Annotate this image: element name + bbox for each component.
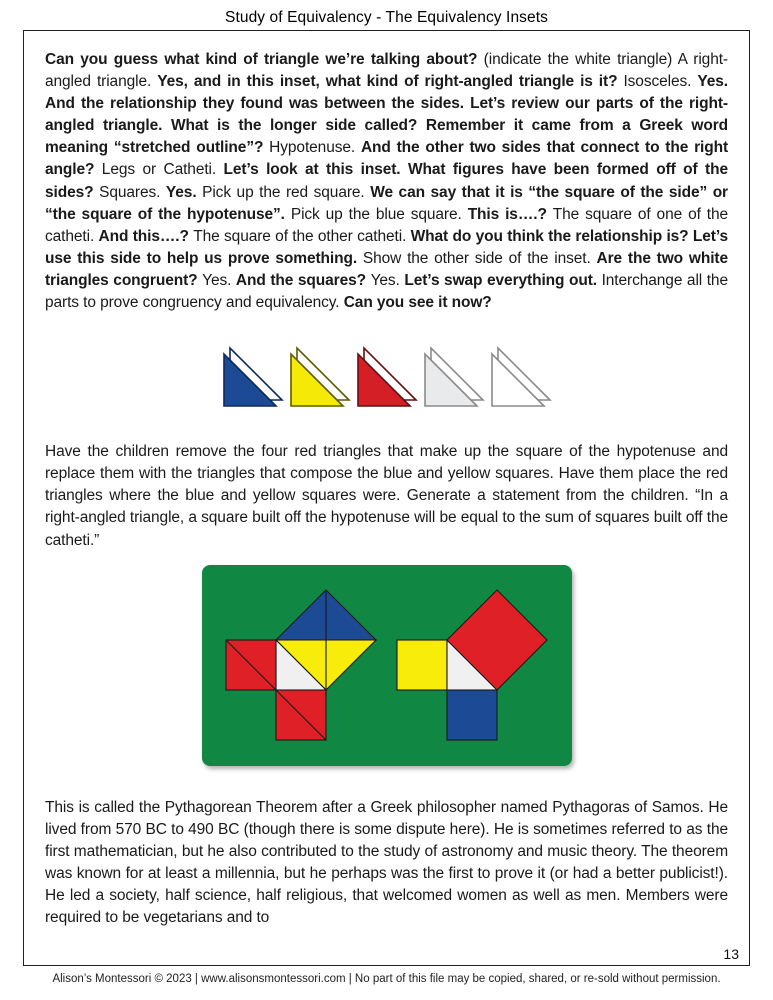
script-bold-segment: Can you guess what kind of triangle we’re talking about? — [45, 51, 484, 68]
script-regular-segment: (indicate the white triangle) A right-angled triangle. — [45, 51, 728, 91]
script-regular-segment: Hypotenuse. — [269, 139, 361, 157]
white-inset-triangle — [490, 346, 552, 408]
script-regular-segment: Pick up the red square. — [202, 183, 371, 201]
content-area — [24, 31, 749, 929]
yellow-inset-triangle — [289, 346, 351, 408]
script-bold-segment: We can say that it is “the square of the side” or “the square of the hypotenuse”. — [45, 183, 728, 223]
script-regular-segment: Isosceles. — [623, 73, 698, 91]
script-paragraph — [45, 49, 728, 314]
pythagoras-board — [202, 565, 572, 766]
gray-inset-triangle — [423, 346, 485, 408]
content-box — [23, 30, 750, 966]
theorem-paragraph: This is called the Pythagorean Theorem after a Greek philosopher named Pythagoras of Samos. He lived from 570 BC to 490 BC (though there is some dispute here). He is sometimes referred to as the first mathematician, but he also contributed to the study of astronomy and music theory. The theorem was known for at least a millennia, but he perhaps was the first to prove it (or had a better publicist!). He led a society, half science, half religious, that welcomed women as well as men. Members were required to be vegetarians and to — [45, 798, 728, 927]
script-bold-segment: And the other two sides that connect to the right angle? — [45, 139, 729, 179]
page-number: 13 — [723, 946, 739, 962]
script-bold-segment: Yes. — [165, 183, 203, 201]
red-inset-triangle — [356, 346, 418, 408]
instruction-paragraph: Have the children remove the four red triangles that make up the square of the hypotenuse and replace them with the triangles that compose the blue and yellow squares. Have them place the red triangles where the blue and yellow squares were. Generate a statement from the children. “In a right-angled triangle, a square built off the hypotenuse will be equal to the sum of squares built off the catheti.” — [45, 443, 728, 549]
right-yellow-cathetus-square — [397, 640, 447, 690]
script-bold-segment: This is….? — [467, 205, 553, 223]
page-title: Study of Equivalency - The Equivalency Insets — [225, 9, 548, 26]
script-bold-segment: What do you think the relationship is? Let’s use this side to help us prove something. — [45, 227, 729, 267]
triangle-row — [45, 346, 728, 408]
script-bold-segment: Yes. And the relationship they found was between the sides. Let’s review our parts of the right-angled triangle. What is the longer side called? Remember it came from a Greek word meaning “stretched outline”? — [45, 73, 728, 157]
script-regular-segment: The square of the other catheti. — [193, 227, 411, 245]
script-bold-segment: And this….? — [98, 227, 194, 245]
script-regular-segment: Yes. — [370, 271, 405, 289]
script-bold-segment: And the squares? — [235, 271, 371, 289]
script-regular-segment: Squares. — [99, 183, 166, 201]
script-bold-segment: Let’s swap everything out. — [404, 271, 602, 289]
script-regular-segment: Show the other side of the inset. — [362, 249, 597, 267]
blue-inset-triangle — [222, 346, 284, 408]
script-regular-segment: Yes. — [202, 271, 236, 289]
script-regular-segment: The square of one of the catheti. — [45, 205, 729, 245]
script-regular-segment: Legs or Catheti. — [101, 161, 224, 179]
script-bold-segment: Are the two white triangles congruent? — [45, 249, 728, 289]
footer-text: Alison’s Montessori © 2023 | www.alisonsmontessori.com | No part of this file may be copied, shared, or re-sold without permission. — [52, 973, 721, 985]
script-regular-segment: Interchange all the parts to prove congruency and equivalency. — [45, 271, 728, 312]
script-bold-segment: Yes, and in this inset, what kind of right-angled triangle is it? — [157, 73, 624, 91]
script-bold-segment: Can you see it now? — [343, 294, 492, 312]
right-blue-cathetus-square — [447, 690, 497, 740]
script-regular-segment: Pick up the blue square. — [290, 205, 468, 223]
script-bold-segment: Let’s look at this inset. What figures have been formed off of the sides? — [45, 161, 728, 201]
